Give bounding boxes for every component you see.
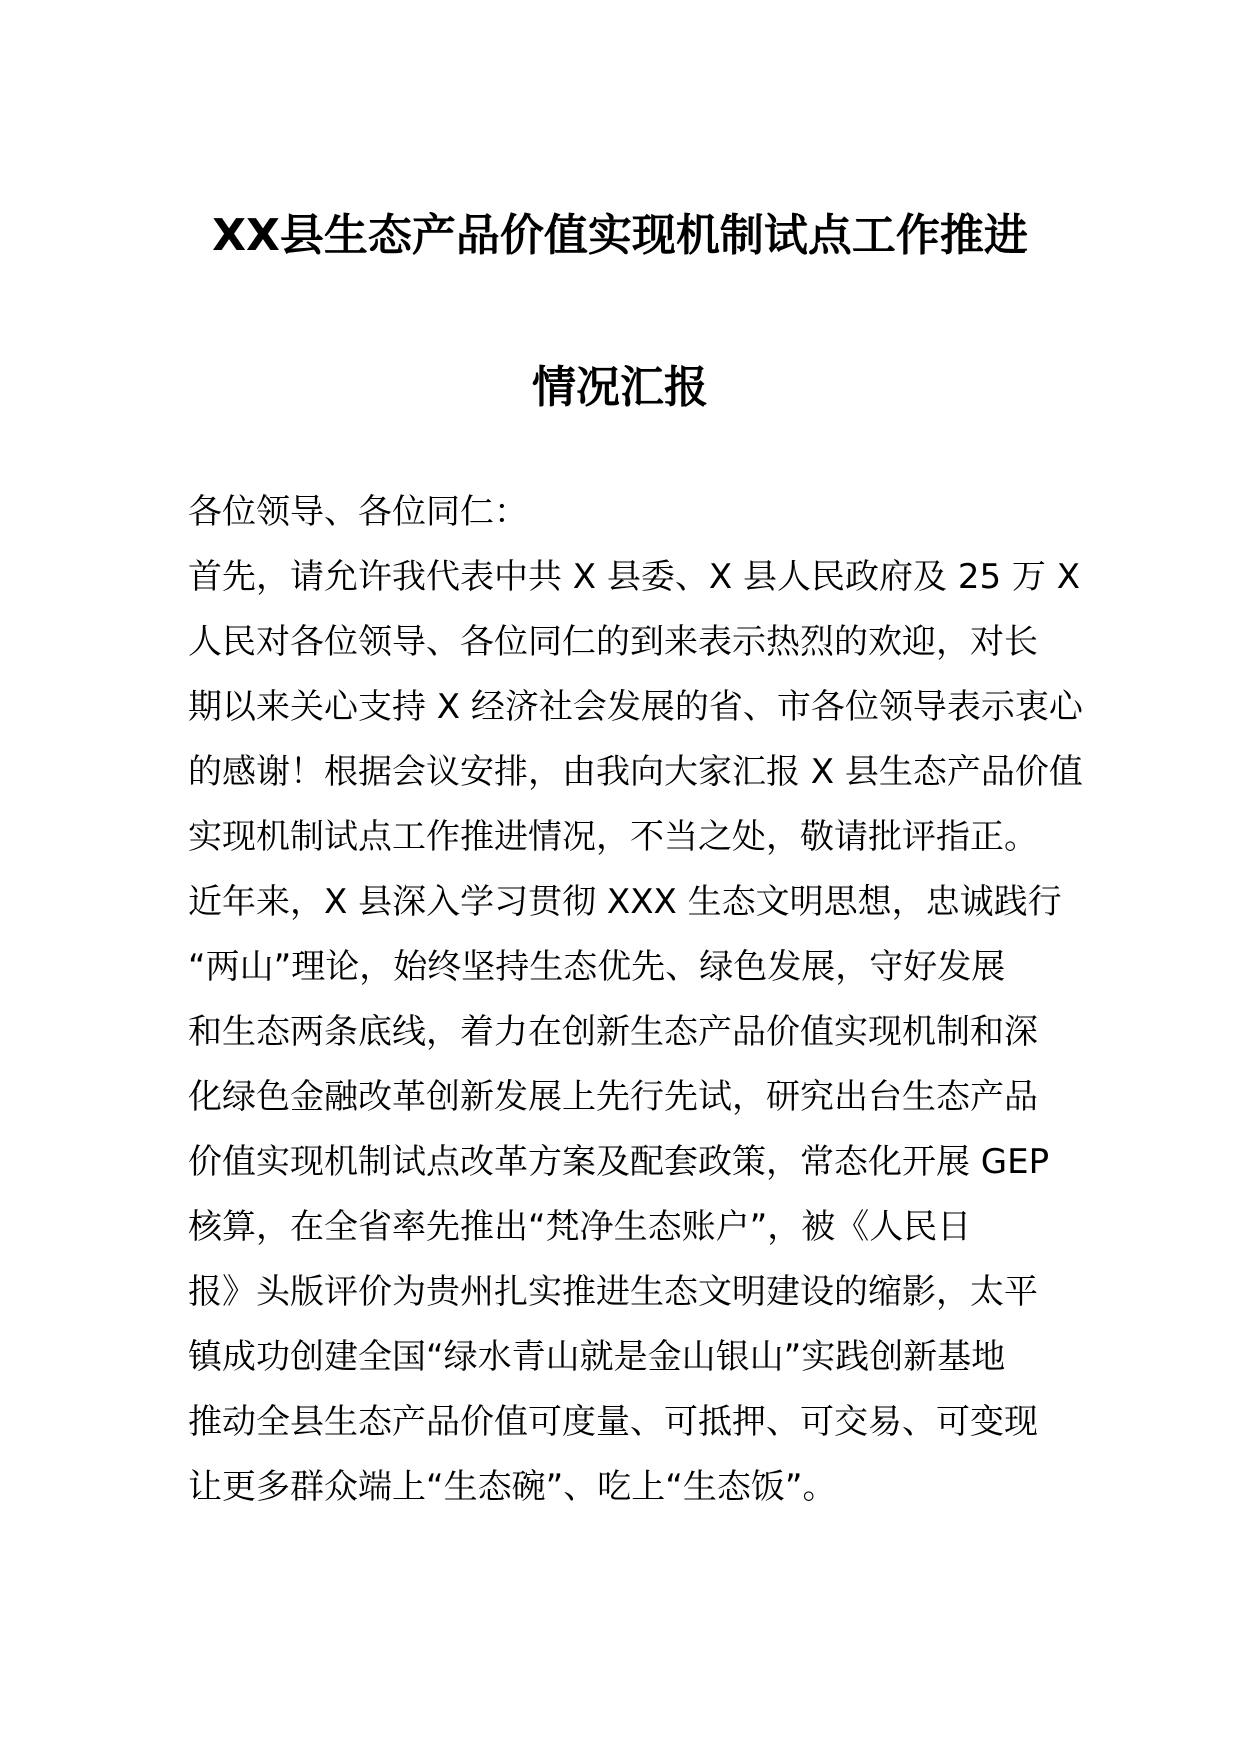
document-title-line-2: 情况汇报 xyxy=(532,362,708,413)
body-line: 价值实现机制试点改革方案及配套政策，常态化开展 GEP xyxy=(188,1142,1050,1182)
body-line: 实现机制试点工作推进情况，不当之处，敬请批评指正。 xyxy=(188,817,1038,857)
body-line: 化绿色金融改革创新发展上先行先试，研究出台生态产品 xyxy=(188,1077,1038,1117)
body-line: 推动全县生态产品价值可度量、可抵押、可交易、可变现 xyxy=(188,1402,1038,1442)
body-line: 让更多群众端上“生态碗”、吃上“生态饭”。 xyxy=(188,1467,837,1507)
body-line: 首先，请允许我代表中共 X 县委、X 县人民政府及 25 万 X xyxy=(188,557,1080,597)
body-line: 核算，在全省率先推出“梵净生态账户”，被《人民日 xyxy=(188,1207,972,1247)
body-line: 的感谢！根据会议安排，由我向大家汇报 X 县生态产品价值 xyxy=(188,752,1083,792)
body-line: 和生态两条底线，着力在创新生态产品价值实现机制和深 xyxy=(188,1012,1038,1052)
salutation-line: 各位领导、各位同仁： xyxy=(188,492,528,532)
body-line: 近年来，X 县深入学习贯彻 XXX 生态文明思想，忠诚践行 xyxy=(188,882,1062,922)
body-line: 报》头版评价为贵州扎实推进生态文明建设的缩影，太平 xyxy=(188,1272,1038,1312)
body-line: 期以来关心支持 X 经济社会发展的省、市各位领导表示衷心 xyxy=(188,687,1083,727)
document-title-line-1: XX县生态产品价值实现机制试点工作推进 xyxy=(212,210,1028,261)
body-line: 人民对各位领导、各位同仁的到来表示热烈的欢迎，对长 xyxy=(188,622,1038,662)
body-line: 镇成功创建全国“绿水青山就是金山银山”实践创新基地 xyxy=(188,1337,1006,1377)
body-line: “两山”理论，始终坚持生态优先、绿色发展，守好发展 xyxy=(188,947,1006,987)
